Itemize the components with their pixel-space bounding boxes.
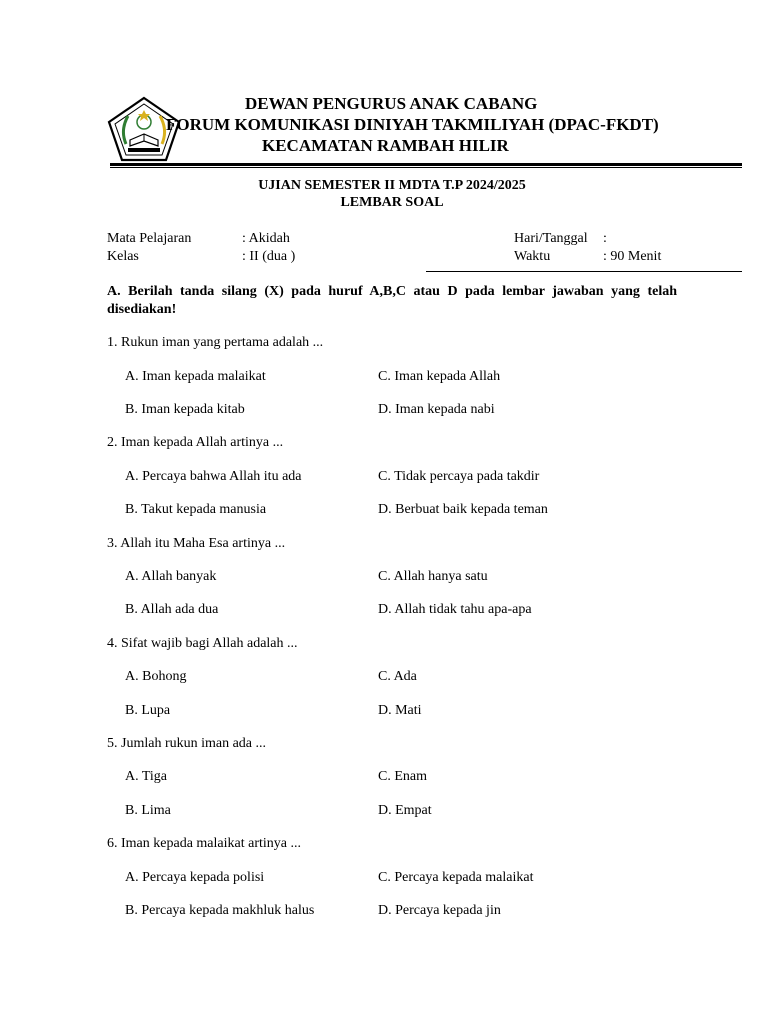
instruction: A. Berilah tanda silang (X) pada huruf A,B,C atau D pada lembar jawaban yang telah disediakan! (107, 284, 677, 317)
header-line-2: FORUM KOMUNIKASI DINIYAH TAKMILIYAH (DPAC-FKDT) (166, 115, 659, 134)
date-value: : (603, 231, 607, 246)
question-1: 1. Rukun iman yang pertama adalah ... (107, 335, 324, 350)
subject-label: Mata Pelajaran (107, 231, 192, 246)
question-6-option-a: A. Percaya kepada polisi (125, 870, 265, 885)
question-3: 3. Allah itu Maha Esa artinya ... (107, 536, 286, 551)
time-value: : 90 Menit (603, 249, 662, 264)
question-5-option-d: D. Empat (378, 803, 432, 818)
question-6-option-d: D. Percaya kepada jin (378, 903, 501, 918)
question-3-option-b: B. Allah ada dua (125, 602, 219, 617)
exam-subtitle: LEMBAR SOAL (340, 195, 444, 210)
date-label: Hari/Tanggal (514, 231, 588, 246)
question-5-option-c: C. Enam (378, 769, 427, 784)
question-5: 5. Jumlah rukun iman ada ... (107, 736, 267, 751)
question-6-option-c: C. Percaya kepada malaikat (378, 870, 534, 885)
question-4-option-a: A. Bohong (125, 669, 187, 684)
question-6-option-b: B. Percaya kepada makhluk halus (125, 903, 315, 918)
question-1-option-d: D. Iman kepada nabi (378, 402, 495, 417)
time-label: Waktu (514, 249, 551, 264)
subject-value: : Akidah (242, 231, 290, 246)
question-4-option-c: C. Ada (378, 669, 417, 684)
question-5-option-b: B. Lima (125, 803, 171, 818)
question-3-option-c: C. Allah hanya satu (378, 569, 488, 584)
question-6: 6. Iman kepada malaikat artinya ... (107, 836, 301, 851)
question-3-option-a: A. Allah banyak (125, 569, 217, 584)
header-divider-thick (110, 163, 742, 166)
question-2-option-d: D. Berbuat baik kepada teman (378, 502, 548, 517)
question-5-option-a: A. Tiga (125, 769, 168, 784)
question-4-option-d: D. Mati (378, 703, 422, 718)
question-4: 4. Sifat wajib bagi Allah adalah ... (107, 636, 298, 651)
header-line-3: KECAMATAN RAMBAH HILIR (262, 136, 509, 155)
question-4-option-b: B. Lupa (125, 703, 171, 718)
question-1-option-c: C. Iman kepada Allah (378, 369, 501, 384)
class-label: Kelas (107, 249, 139, 264)
info-divider (426, 271, 742, 272)
question-3-option-d: D. Allah tidak tahu apa-apa (378, 602, 532, 617)
question-2-option-c: C. Tidak percaya pada takdir (378, 469, 540, 484)
exam-title: UJIAN SEMESTER II MDTA T.P 2024/2025 (258, 178, 526, 193)
header-line-1: DEWAN PENGURUS ANAK CABANG (245, 94, 538, 113)
question-1-option-a: A. Iman kepada malaikat (125, 369, 266, 384)
question-2-option-a: A. Percaya bahwa Allah itu ada (125, 469, 302, 484)
header-divider-thin (110, 167, 742, 168)
class-value: : II (dua ) (242, 249, 296, 264)
question-2: 2. Iman kepada Allah artinya ... (107, 435, 284, 450)
question-1-option-b: B. Iman kepada kitab (125, 402, 245, 417)
question-2-option-b: B. Takut kepada manusia (125, 502, 267, 517)
